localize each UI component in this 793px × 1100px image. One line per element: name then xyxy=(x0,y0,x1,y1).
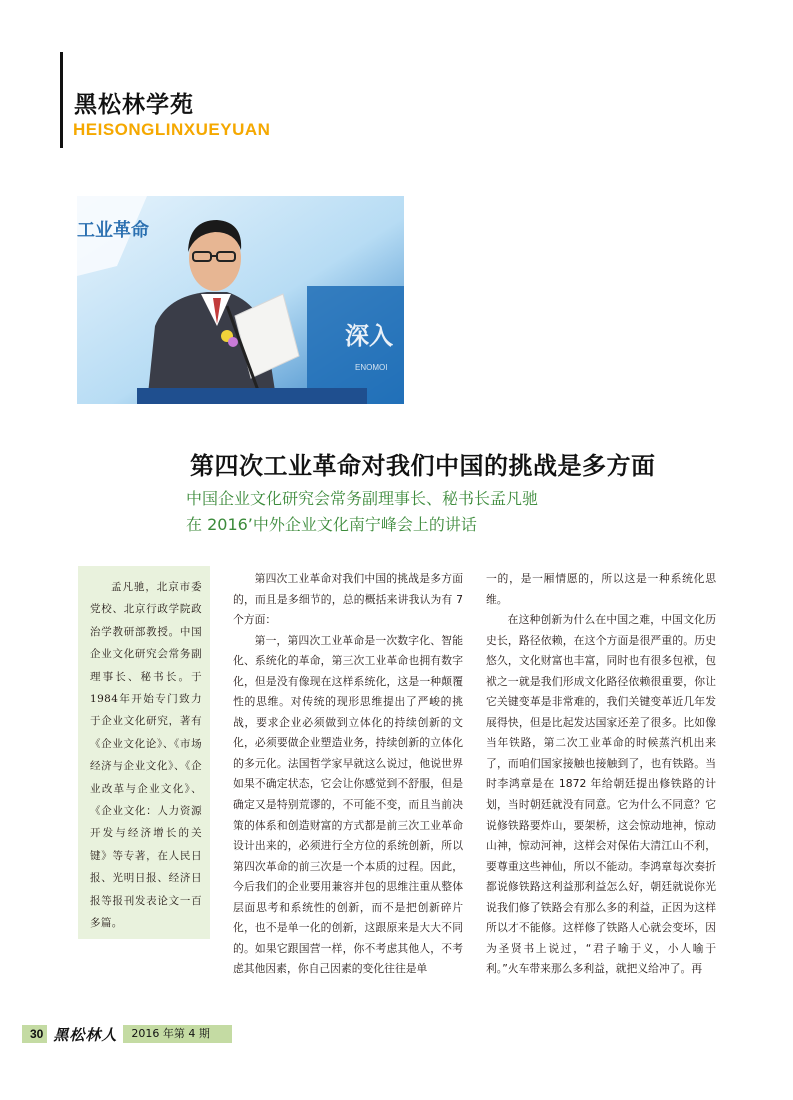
article-column-1 xyxy=(233,569,463,980)
magazine-logo: 黑松林人 xyxy=(53,1025,118,1044)
article-subtitle-line1: 中国企业文化研究会常务副理事长、秘书长孟凡驰 xyxy=(186,489,539,508)
paragraph: 第一，第四次工业革命是一次数字化、智能化、系统化的革命，第三次工业革命也拥有数字化，但是没有像现在这样系统化，这是一种颠覆性的思维。对传统的现形思维提出了严峻的挑战，要求企业必须做到立体化的持续创新的文化，必须要做企业塑造业务，持续创新的立体化的多元化。法国哲学家早就这么说过，他说世界如果不确定状态，它会让你感觉到不舒服，但是确定又是特别荒谬的，不可能不变，而且当前决策的体系和创造财富的方式都是前三次工业革命设计出来的，必须进行全方位的系统创新，所以第四次革命的前三次是一个本质的过程。因此，今后我们的企业要用兼容并包的思维注重从整体层面思考和系统性的创新，而不是把创新碎片化，也不是单一化的创新，这跟原来是大大不同的。如果它跟国营一样，你不考虑其他人，不考虑其他因素，你自己因素的变化往往是单 xyxy=(233,633,463,976)
page-number: 30 xyxy=(22,1025,47,1043)
article-title: 第四次工业革命对我们中国的挑战是多方面 xyxy=(190,451,656,480)
stage-text: 深入 xyxy=(345,322,393,350)
paragraph: 一的，是一厢情愿的，所以这是一种系统化思维。 xyxy=(486,572,716,606)
issue-label: 2016 年第 4 期 xyxy=(123,1025,232,1043)
speaker-photo xyxy=(77,196,404,404)
article-subtitle-line2: 在 2016’中外企业文化南宁峰会上的讲话 xyxy=(186,515,477,534)
banner-text: 工业革命 xyxy=(77,220,149,241)
paragraph: 在这种创新为什么在中国之难，中国文化历史长，路径依赖，在这个方面是很严重的。历史悠久，文化财富也丰富，同时也有很多包袱，包袱之一就是我们形成文化路径依赖很重要，你让它关键变革是非常难的，我们关键变革近几年发展得快，但是比起发达国家还差了很多。比如像当年铁路，第二次工业革命的时候蒸汽机出来了，而咱们国家接触也接触到了，也有铁路。当时李鸿章是在 1872 年给朝廷提出修铁路的计划，当时朝廷就没有同意。它为什么不同意？它说修铁路要炸山，要架桥，这会惊动地神，惊动山神，惊动河神，这样会对保佑大清江山不利，要尊重这些神仙，所以不能动。李鸿章每次奏折都说修铁路这利益那利益怎么好，朝廷就说你光说我们修了铁路会有那么多的利益，正因为这样所以才不能修。这样修了铁路人心就会变坏，因为圣贤书上说过，“君子喻于义，小人喻于利。”火车带来那么多利益，就把义给冲了。再 xyxy=(486,613,716,976)
stage-small-text: ENOMOI xyxy=(355,363,388,372)
section-divider-bar xyxy=(60,52,63,148)
paragraph: 第四次工业革命对我们中国的挑战是多方面的，而且是多细节的，总的概括来讲我认为有 7 个方面： xyxy=(233,572,463,627)
section-title-pinyin: HEISONGLINXUEYUAN xyxy=(73,120,271,139)
article-column-2 xyxy=(486,569,716,980)
author-bio-box: 孟凡驰，北京市委党校、北京行政学院政治学教研部教授。中国企业文化研究会常务副理事长、秘书长。于1984年开始专门致力于企业文化研究，著有《企业文化论》、《市场经济与企业文化》、《企业改革与企业文化》、《企业文化：人力资源开发与经济增长的关键》等专著，在人民日报、光明日报、经济日报等报刊发表论文一百多篇。 xyxy=(78,566,210,939)
section-title: 黑松林学苑 xyxy=(74,92,194,118)
page-footer xyxy=(22,1025,232,1043)
